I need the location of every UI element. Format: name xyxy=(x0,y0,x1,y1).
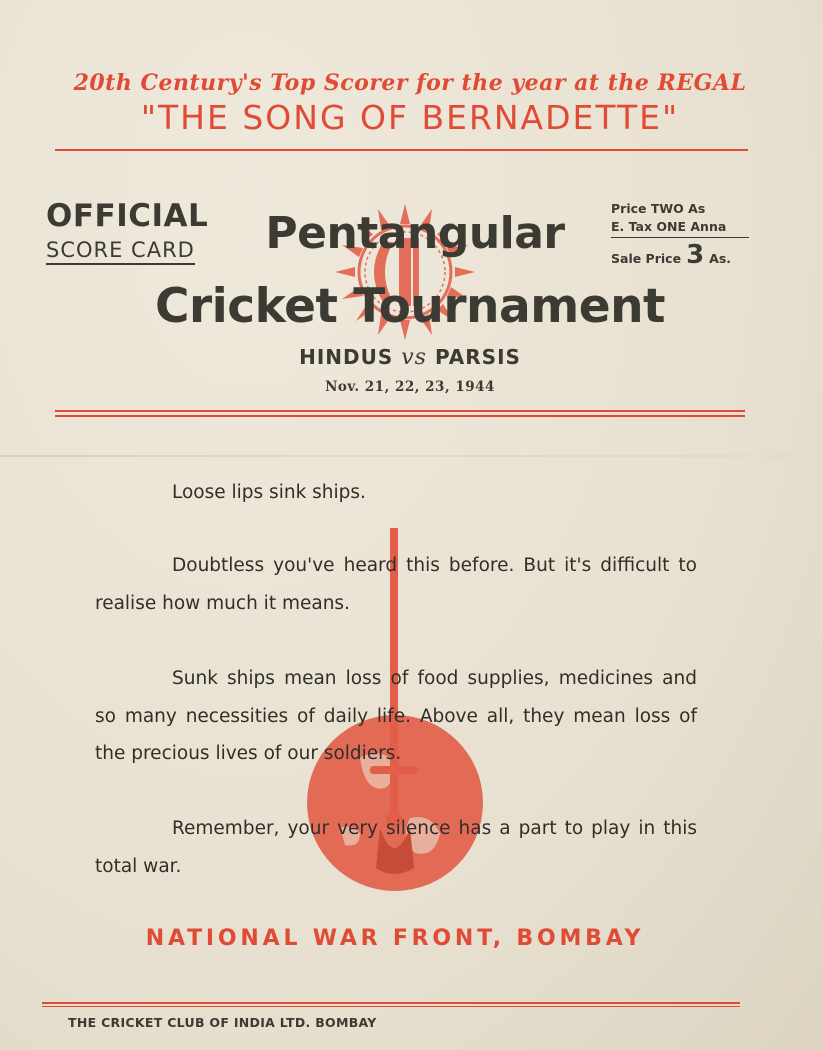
message-paragraph-1: Loose lips sink ships. xyxy=(172,482,366,503)
match-dates: Nov. 21, 22, 23, 1944 xyxy=(325,379,495,395)
ad-tagline: 20th Century's Top Scorer for the year at the REGAL xyxy=(73,70,747,96)
versus-label: vs xyxy=(401,345,427,370)
top-divider xyxy=(55,149,748,151)
official-label: OFFICIAL xyxy=(46,198,209,234)
tax-line: E. Tax ONE Anna xyxy=(611,218,749,238)
sale-price-unit: As. xyxy=(709,251,732,266)
footer-divider-top xyxy=(42,1002,740,1004)
sale-price-value: 3 xyxy=(686,240,705,270)
sponsor-national-war-front: NATIONAL WAR FRONT, BOMBAY xyxy=(145,926,645,951)
title-pentangular: Pentangular xyxy=(265,208,565,259)
score-card-label: SCORE CARD xyxy=(46,238,195,265)
footer-divider-bottom xyxy=(42,1006,740,1007)
price-box xyxy=(611,200,749,268)
paper-fold xyxy=(0,455,823,457)
sale-price-label: Sale Price xyxy=(611,251,682,266)
team-hindus: HINDUS xyxy=(299,345,394,369)
header-divider-bottom xyxy=(55,415,745,417)
publisher-footer: THE CRICKET CLUB OF INDIA LTD. BOMBAY xyxy=(68,1015,377,1030)
header-divider-top xyxy=(55,410,745,412)
message-paragraph-2: Doubtless you've heard this before. But it's difficult to realise how much it means. xyxy=(95,555,697,614)
ad-film-title: "THE SONG OF BERNADETTE" xyxy=(140,98,680,137)
title-cricket-tournament: Cricket Tournament xyxy=(154,279,666,334)
team-parsis: PARSIS xyxy=(434,345,521,369)
message-paragraph-3: Sunk ships mean loss of food supplies, medicines and so many necessities of daily life. Above all, they mean loss of the precious lives of our soldiers. xyxy=(95,668,697,764)
message-paragraph-4: Remember, your very silence has a part to play in this total war. xyxy=(95,818,697,877)
sale-price xyxy=(611,242,749,268)
price-line: Price TWO As xyxy=(611,201,706,216)
match-teams xyxy=(200,345,620,370)
